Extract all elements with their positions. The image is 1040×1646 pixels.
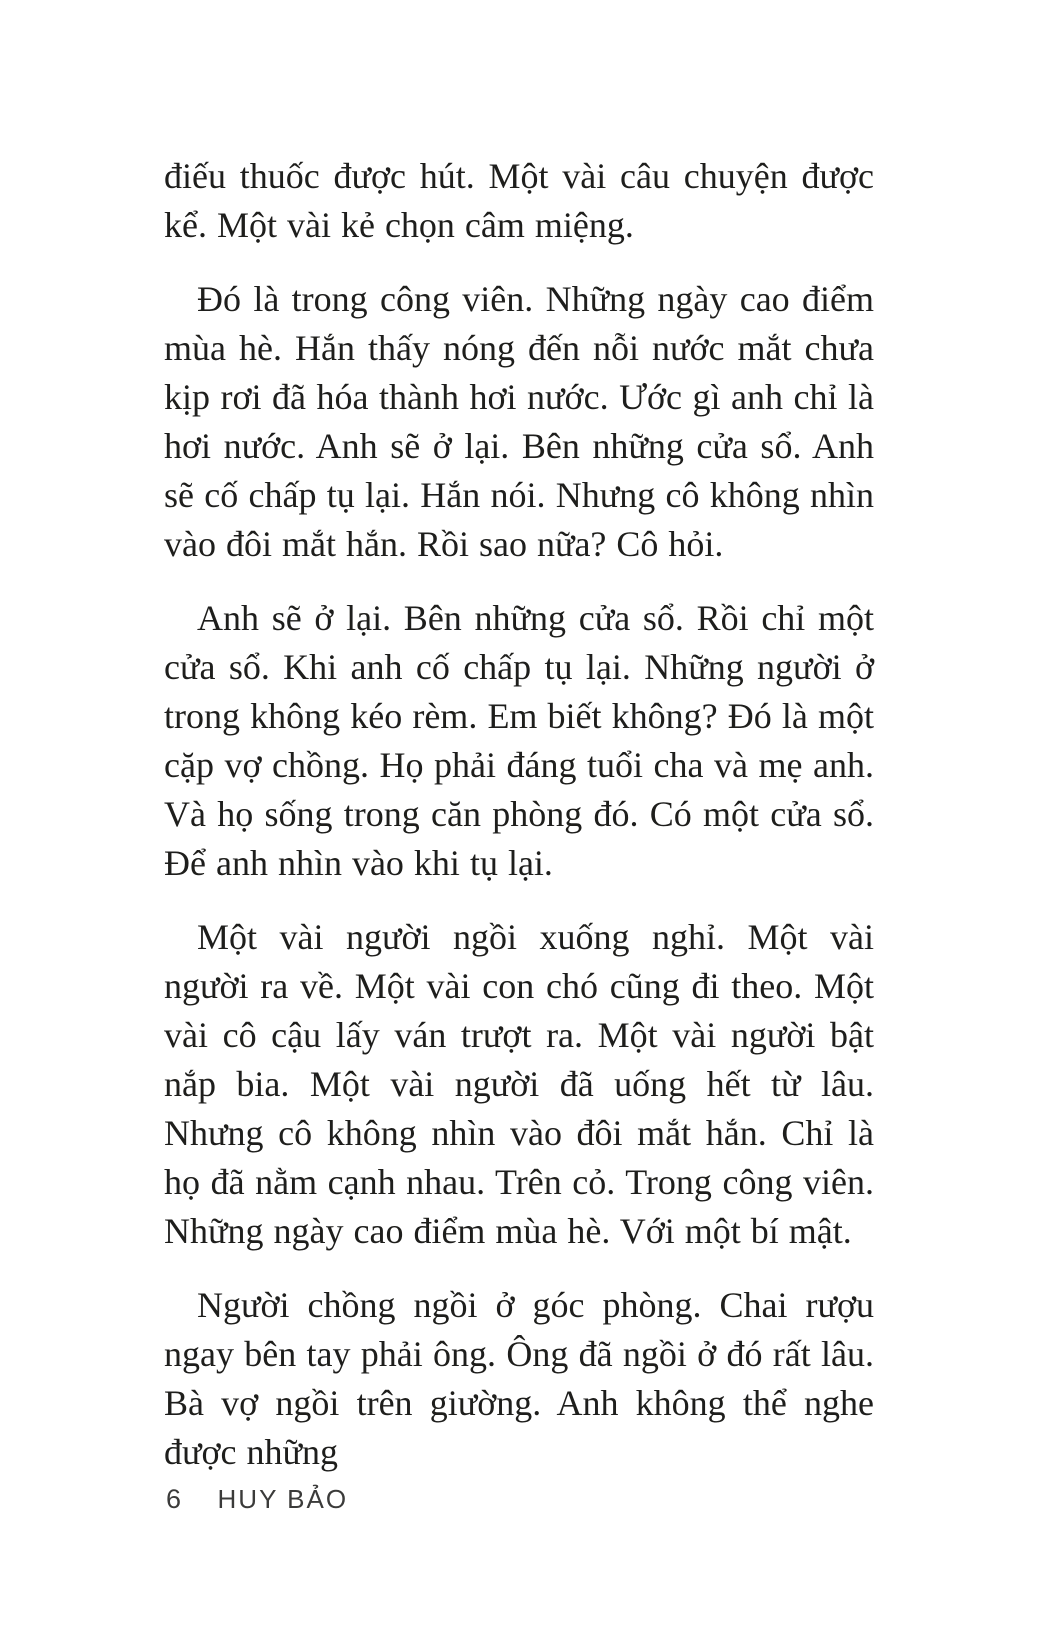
paragraph: Một vài người ngồi xuống nghỉ. Một vài người ra về. Một vài con chó cũng đi theo. Một vài cô cậu lấy ván trượt ra. Một vài người bật nắp bia. Một vài người đã uống hết từ lâu. Nhưng cô không nhìn vào đôi mắt hắn. Chỉ là họ đã nằm cạnh nhau. Trên cỏ. Trong công viên. Những ngày cao điểm mùa hè. Với một bí mật. <box>164 917 874 1251</box>
paragraph: Anh sẽ ở lại. Bên những cửa sổ. Rồi chỉ một cửa sổ. Khi anh cố chấp tụ lại. Những người ở trong không kéo rèm. Em biết không? Đó là một cặp vợ chồng. Họ phải đáng tuổi cha và mẹ anh. Và họ sống trong căn phòng đó. Có một cửa sổ. Để anh nhìn vào khi tụ lại. <box>164 598 874 883</box>
paragraph-continuation: điếu thuốc được hút. Một vài câu chuyện được kể. Một vài kẻ chọn câm miệng. <box>164 156 874 245</box>
paragraph: Người chồng ngồi ở góc phòng. Chai rượu ngay bên tay phải ông. Ông đã ngồi ở đó rất lâu. Bà vợ ngồi trên giường. Anh không thể nghe được những <box>164 1285 874 1472</box>
page-number: 6 <box>166 1484 182 1514</box>
body-text-block <box>164 152 874 1502</box>
page-footer <box>166 1484 348 1515</box>
running-footer-author: HUY BẢO <box>217 1484 349 1514</box>
paragraph: Đó là trong công viên. Những ngày cao điểm mùa hè. Hắn thấy nóng đến nỗi nước mắt chưa kịp rơi đã hóa thành hơi nước. Ước gì anh chỉ là hơi nước. Anh sẽ ở lại. Bên những cửa sổ. Anh sẽ cố chấp tụ lại. Hắn nói. Nhưng cô không nhìn vào đôi mắt hắn. Rồi sao nữa? Cô hỏi. <box>164 279 874 564</box>
